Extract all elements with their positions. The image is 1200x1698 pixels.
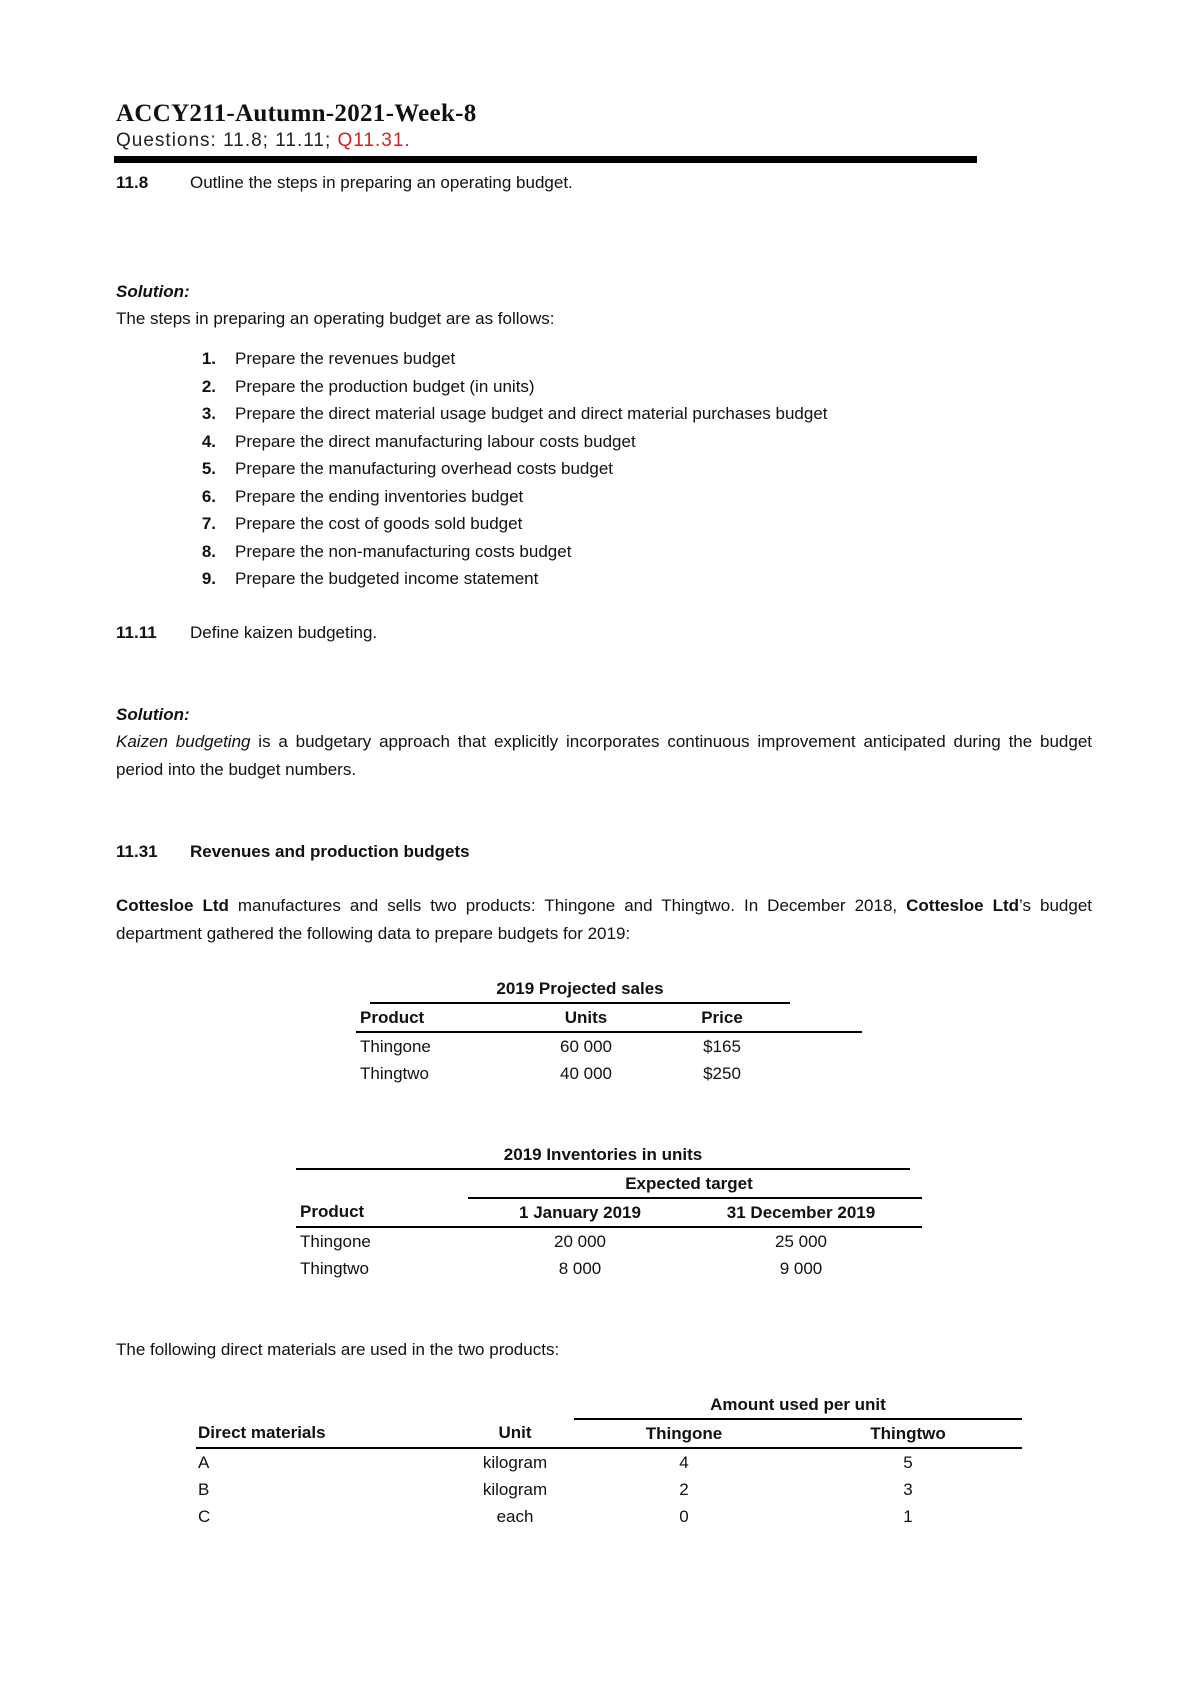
table-row — [356, 1032, 862, 1060]
inventory-table-title: 2019 Inventories in units — [296, 1141, 910, 1169]
list-item: 7. Prepare the cost of goods sold budget — [201, 514, 523, 533]
questions-highlight: Q11.31. — [337, 130, 411, 151]
table-cell: 9 000 — [779, 1258, 823, 1278]
inventories-table — [296, 1141, 922, 1282]
document-title: ACCY211-Autumn-2021-Week-8 — [116, 100, 477, 127]
inventory-header-product: Product — [296, 1198, 468, 1227]
projected-sales-table — [356, 975, 862, 1087]
table-cell: 25 000 — [775, 1231, 827, 1251]
table-cell: 20 000 — [554, 1231, 606, 1251]
table-cell: kilogram — [482, 1452, 548, 1472]
questions-list — [116, 130, 411, 152]
materials-header-thingtwo: Thingtwo — [794, 1419, 1022, 1448]
sales-header-price: Price — [654, 1003, 790, 1032]
table-cell: each — [496, 1506, 534, 1526]
q2-answer — [116, 728, 1092, 784]
inventory-group-header: Expected target — [468, 1169, 922, 1198]
list-item: 8. Prepare the non-manufacturing costs budget — [201, 541, 572, 561]
table-cell: $165 — [703, 1036, 741, 1056]
table-cell: 0 — [679, 1506, 689, 1526]
table-cell: 2 — [679, 1479, 689, 1499]
q2-answer-text: is a budgetary approach that explicitly incorporates continuous improvement anticipated during the budget period into the budget numbers. — [116, 732, 1093, 779]
q2-number: 11.11 — [116, 623, 157, 642]
table-cell: A — [198, 1452, 210, 1472]
list-item: 5. Prepare the manufacturing overhead costs budget — [201, 459, 614, 478]
inventory-header-dec: 31 December 2019 — [692, 1198, 910, 1227]
table-cell: 1 — [903, 1506, 913, 1526]
sales-header-units: Units — [518, 1003, 654, 1032]
q3-intro-mid: manufactures and sells two products: Thingone and Thingtwo. In December 2018, — [228, 896, 907, 915]
materials-group-header: Amount used per unit — [574, 1391, 1022, 1419]
q3-intro-end: ’s budget department gathered the following data to prepare budgets for 2019: — [116, 896, 1092, 943]
table-row — [196, 1448, 1022, 1476]
table-cell: 60 000 — [560, 1036, 612, 1056]
materials-intro: The following direct materials are used in the two products: — [116, 1340, 560, 1359]
table-row — [296, 1255, 922, 1282]
table-cell: $250 — [703, 1063, 741, 1083]
list-item: 2. Prepare the production budget (in units) — [201, 376, 535, 396]
table-cell: Thingone — [300, 1231, 371, 1251]
table-cell: 5 — [903, 1452, 913, 1472]
q2-solution-label: Solution: — [116, 705, 190, 724]
q3-company-2: Cottesloe Ltd — [906, 896, 1020, 915]
list-item: 4. Prepare the direct manufacturing labour costs budget — [201, 431, 636, 451]
list-item: 1. Prepare the revenues budget — [201, 349, 456, 368]
table-cell: Thingtwo — [360, 1063, 429, 1083]
q1-intro: The steps in preparing an operating budget are as follows: — [116, 309, 555, 328]
table-cell: Thingtwo — [300, 1258, 369, 1278]
materials-header-unit: Unit — [376, 1419, 574, 1448]
table-cell: Thingone — [360, 1036, 431, 1056]
table-cell: 3 — [903, 1479, 913, 1499]
materials-header-thingone: Thingone — [574, 1419, 794, 1448]
q1-solution-label: Solution: — [116, 282, 190, 301]
materials-table — [196, 1391, 1022, 1530]
table-cell: 4 — [679, 1452, 689, 1472]
sales-header-product: Product — [356, 1003, 518, 1032]
header-rule — [114, 156, 977, 163]
list-item: 9. Prepare the budgeted income statement — [201, 569, 539, 588]
q3-company: Cottesloe Ltd — [116, 896, 229, 915]
steps-list — [196, 345, 996, 593]
table-row — [356, 1060, 862, 1087]
q2-term: Kaizen budgeting — [116, 732, 251, 751]
table-row — [196, 1503, 1022, 1530]
materials-header-name: Direct materials — [196, 1419, 376, 1448]
list-item: 6. Prepare the ending inventories budget — [201, 486, 524, 506]
sales-table-title: 2019 Projected sales — [370, 975, 790, 1003]
q2-prompt: Define kaizen budgeting. — [190, 623, 378, 642]
questions-prefix: Questions: 11.8; 11.11; — [116, 130, 338, 151]
q1-number: 11.8 — [116, 173, 149, 192]
table-cell: 40 000 — [560, 1063, 612, 1083]
q3-number: 11.31 — [116, 842, 158, 861]
inventory-header-jan: 1 January 2019 — [468, 1198, 692, 1227]
q3-title: Revenues and production budgets — [190, 842, 470, 861]
table-row — [196, 1476, 1022, 1503]
table-cell: kilogram — [482, 1479, 548, 1499]
list-item: 3. Prepare the direct material usage budget and direct material purchases budget — [201, 404, 828, 423]
q1-prompt: Outline the steps in preparing an operating budget. — [190, 173, 573, 192]
table-cell: B — [198, 1479, 210, 1499]
q3-intro — [116, 892, 1092, 948]
table-row — [296, 1227, 922, 1255]
table-cell: 8 000 — [558, 1258, 602, 1278]
table-cell: C — [198, 1506, 211, 1526]
